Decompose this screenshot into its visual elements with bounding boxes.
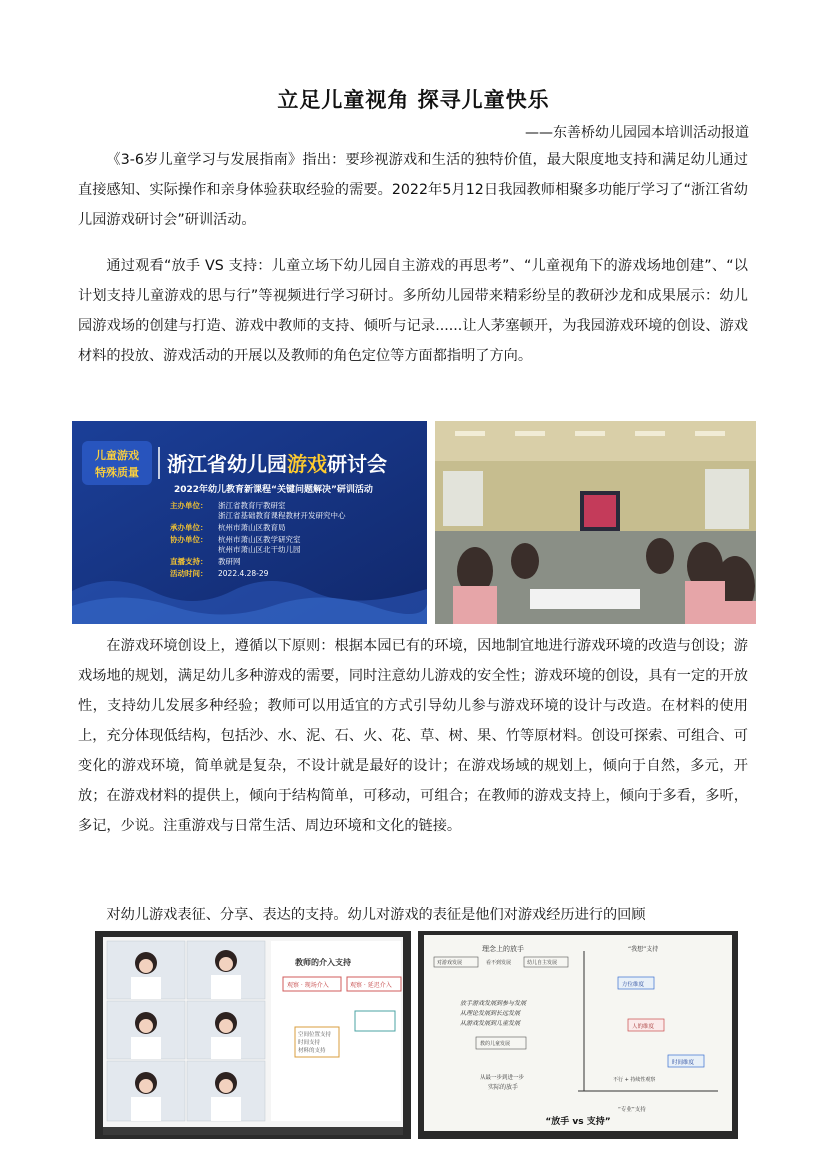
- svg-text:时间支持: 时间支持: [298, 1040, 321, 1046]
- svg-text:活动时间：: 活动时间：: [170, 569, 208, 578]
- svg-text:杭州市萧山区教育局: 杭州市萧山区教育局: [218, 523, 286, 532]
- paragraph-1: 《3-6岁儿童学习与发展指南》指出：要珍视游戏和生活的独特价值，最大限度地支持和满足幼儿通过直接感知、实际操作和亲身体验获取经验的需要。2022年5月12日我园教师相聚多功能厅学习了“浙江省幼儿园游戏研讨会”研训活动。: [78, 152, 748, 228]
- paragraph-2: 通过观看“放手 VS 支持：儿童立场下幼儿园自主游戏的再思考”、“儿童视角下的游戏场地创建”、“以计划支持儿童游戏的思与行”等视频进行学习研讨。多所幼儿园带来精彩纷呈的教研沙龙和成果展示：幼儿园游戏场的创建与打造、游戏中教师的支持、倾听与记录......让人茅塞顿开，为我园游戏环境的创设、游戏材料的投放、游戏活动的开展以及教师的角色定位等方面都指明了方向。: [78, 258, 748, 364]
- svg-text:教研网: 教研网: [218, 557, 241, 566]
- svg-text:人的维度: 人的维度: [632, 1024, 655, 1030]
- conference-badge: [82, 441, 152, 485]
- svg-text:从游戏发展到儿童发展: 从游戏发展到儿童发展: [460, 1020, 521, 1027]
- meeting-room-photo: [435, 421, 756, 624]
- svg-text:理念上的放手: 理念上的放手: [482, 945, 524, 953]
- svg-text:教的儿童发展: 教的儿童发展: [480, 1041, 511, 1047]
- article-title: 立足儿童视角 探寻儿童快乐: [277, 87, 550, 112]
- svg-text:从理论发展到长远发展: 从理论发展到长远发展: [460, 1010, 521, 1017]
- svg-text:杭州市萧山区北干幼儿园: 杭州市萧山区北干幼儿园: [218, 545, 301, 554]
- svg-text:实际的放手: 实际的放手: [488, 1084, 519, 1091]
- slide-box1: 观察 · 现场介入: [287, 982, 329, 989]
- diagram-slide-photo: [418, 931, 738, 1139]
- badge-line1: 儿童游戏: [95, 449, 139, 462]
- svg-text:材料的支持: 材料的支持: [298, 1048, 326, 1054]
- svg-text:2022.4.28-29: 2022.4.28-29: [218, 569, 269, 578]
- svg-text:杭州市萧山区教学研究室: 杭州市萧山区教学研究室: [218, 535, 301, 544]
- paragraph-4: 对幼儿游戏表征、分享、表达的支持。幼儿对游戏的表征是他们对游戏经历进行的回顾: [106, 907, 646, 923]
- video-conference-photo: [95, 931, 411, 1139]
- svg-text:放手游戏发展到参与发展: 放手游戏发展到参与发展: [460, 1000, 527, 1007]
- svg-text:直播支持：: 直播支持：: [170, 557, 208, 566]
- banner-title: 浙江省幼儿园游戏研讨会: [167, 452, 387, 476]
- badge-line2: 特殊质量: [95, 466, 139, 479]
- svg-text:对游戏发展: 对游戏发展: [437, 960, 463, 966]
- svg-text:承办单位：: 承办单位：: [170, 523, 208, 532]
- svg-text:浙江省基础教育课程教材开发研究中心: 浙江省基础教育课程教材开发研究中心: [218, 511, 346, 520]
- svg-text:“专业”支持: “专业”支持: [618, 1107, 646, 1113]
- slide-caption: “放手 vs 支持”: [545, 1117, 611, 1127]
- slide-box2: 观察 · 延迟介入: [350, 982, 392, 989]
- paragraph-3: 在游戏环境创设上，遵循以下原则：根据本园已有的环境，因地制宜地进行游戏环境的改造与创设；游戏场地的规划，满足幼儿多种游戏的需要，同时注意幼儿游戏的安全性；游戏环境的创设，具有一定的开放性，支持幼儿发展多种经验；教师可以用适宜的方式引导幼儿参与游戏环境的设计与改造。在材料的使用上，充分体现低结构，包括沙、水、泥、石、火、花、草、树、果、竹等原材料。创设可探索、可组合、可变化的游戏环境，简单就是复杂，不设计就是最好的设计；在游戏场域的规划上，倾向于自然，多元，开放；在游戏材料的提供上，倾向于结构简单，可移动，可组合；在教师的游戏支持上，倾向于多看，多听，多记，少说。注重游戏与日常生活、周边环境和文化的链接。: [78, 638, 748, 834]
- conference-banner-photo: [72, 421, 427, 624]
- svg-text:看不到发展: 看不到发展: [486, 960, 512, 966]
- svg-text:从最一步到进一步: 从最一步到进一步: [480, 1075, 525, 1081]
- svg-text:协办单位：: 协办单位：: [170, 535, 208, 544]
- banner-subtitle: 2022年幼儿教育新课程“关键问题解决”研训活动: [174, 485, 373, 495]
- svg-text:不行 + 持续性观察: 不行 + 持续性观察: [613, 1077, 656, 1083]
- svg-text:“我想”支持: “我想”支持: [628, 946, 659, 953]
- svg-text:空间位置支持: 空间位置支持: [298, 1032, 332, 1038]
- svg-text:方位维度: 方位维度: [622, 982, 645, 988]
- slide-heading: 教师的介入支持: [295, 958, 351, 967]
- svg-text:时间维度: 时间维度: [672, 1060, 695, 1066]
- article-subtitle: ——东善桥幼儿园园本培训活动报道: [525, 125, 749, 141]
- svg-text:主办单位：: 主办单位：: [170, 501, 208, 510]
- svg-text:幼儿自主发展: 幼儿自主发展: [527, 960, 558, 966]
- svg-text:浙江省教育厅教研室: 浙江省教育厅教研室: [218, 501, 286, 510]
